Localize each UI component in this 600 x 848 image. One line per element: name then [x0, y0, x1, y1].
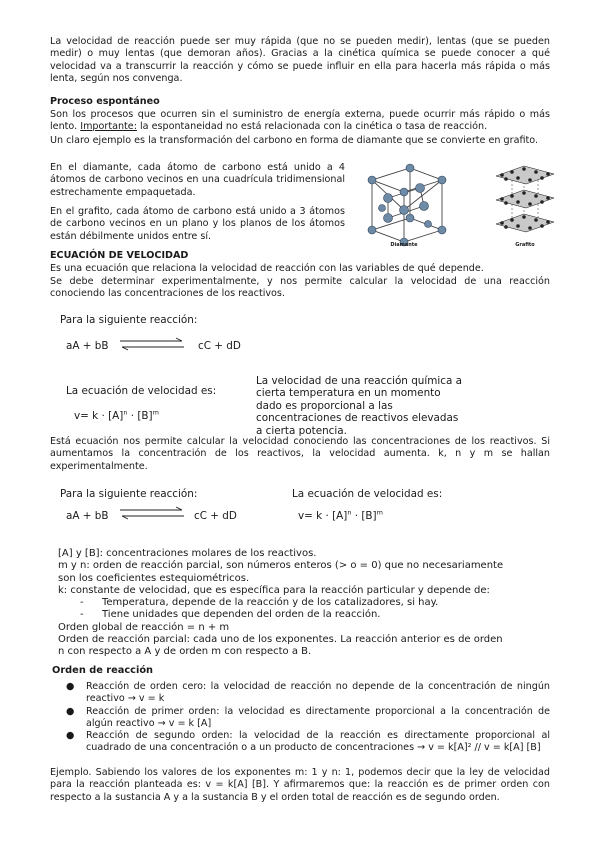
- rate-a-term: [A]: [108, 410, 124, 422]
- important-text: la espontaneidad no está relacionada con la cinética o tasa de reacción.: [136, 121, 488, 133]
- para-reaccion-label-1: Para la siguiente reacción:: [60, 314, 198, 326]
- dash-marker: -: [80, 597, 84, 609]
- ecuacion-label-2: La ecuación de velocidad es:: [292, 488, 443, 500]
- def-constante: k: constante de velocidad, que es específica para la reacción particular y depende de:: [58, 584, 490, 596]
- rate-prefix-2: v= k ·: [298, 510, 329, 522]
- list-item: [50, 681, 550, 706]
- bullet-icon: ●: [66, 681, 75, 692]
- rate-equation-2: [298, 510, 383, 522]
- reactants-1: aA + bB: [66, 340, 109, 352]
- graphite-structure-image: [490, 160, 560, 244]
- ecuacion-p3: Está ecuación nos permite calcular la velocidad conociendo las concentraciones de los reactivos. Si aumentamos la concentración de los reactivos, la velocidad aumenta. k, n y m se hallan experimentalmente.: [50, 436, 550, 472]
- important-label: Importante:: [80, 121, 137, 133]
- ecuacion-p2: Se debe determinar experimentalmente, y nos permite calcular la velocidad de una reacción conociendo las concentraciones de los reactivos.: [50, 276, 550, 300]
- orden-heading: Orden de reacción: [52, 665, 154, 676]
- diamond-paragraph: En el diamante, cada átomo de carbono está unido a 4 átomos de carbono vecinos en una cuadrícula tridimensional estrechamente empaquetada.: [50, 162, 345, 198]
- def-sub1-text: Temperatura, depende de la reacción y de los catalizadores, si hay.: [102, 597, 439, 609]
- graphite-paragraph: En el grafito, cada átomo de carbono está unido a 3 átomos de carbono vecinos en un plano y los planos de los átomos están débilmente unidos entre sí.: [50, 206, 345, 242]
- def-orden-parcial: m y n: orden de reacción parcial, son números enteros (> o = 0) que no necesariamente son los coeficientes estequiométricos.: [58, 560, 504, 584]
- orden-item-text: Reacción de primer orden: la velocidad es directamente proporcional a la concentración de algún reactivo → v = k [A]: [86, 705, 550, 729]
- rate-dot: ·: [130, 410, 135, 422]
- definitions-block: [58, 548, 510, 659]
- orden-item-text: Reacción de orden cero: la velocidad de reacción no depende de la concentración de ningún reactivo → v = k: [86, 681, 550, 705]
- list-item: [50, 730, 550, 755]
- equilibrium-arrows-1: [118, 337, 186, 351]
- rate-prefix: v= k ·: [74, 410, 105, 422]
- rate-exponent-m-2: m: [376, 508, 383, 517]
- reactants-2: aA + bB: [66, 510, 109, 522]
- def-orden-global: Orden global de reacción = n + m: [58, 621, 230, 633]
- rate-b-term-2: [B]: [361, 510, 377, 522]
- rate-definition: La velocidad de una reacción química a cierta temperatura en un momento dado es proporcional a las concentraciones de reactivos elevadas a cierta potencia.: [256, 375, 463, 437]
- ecuacion-p1: Es una ecuación que relaciona la velocidad de reacción con las variables de qué depende.: [50, 263, 484, 274]
- def-sub-item: [58, 597, 510, 609]
- orden-ejemplo: Ejemplo. Sabiendo los valores de los exponentes m: 1 y n: 1, podemos decir que la ley de velocidad para la reacción planteada es: v = k[A] [B]. Y afirmaremos que: la reacción es de primer orden con respecto a la sustancia A y a la sustancia B y el orden total de reacción es de segundo orden.: [50, 767, 550, 803]
- def-sub2-text: Tiene unidades que dependen del orden de la reacción.: [102, 609, 381, 621]
- rate-a-term-2: [A]: [332, 510, 348, 522]
- list-item: [50, 706, 550, 731]
- proceso-text: Son los procesos que ocurren sin el suministro de energía externa, puede ocurrir más rápido o más lento.: [50, 109, 550, 133]
- def-sub-item: [58, 609, 510, 621]
- def-concentraciones: [A] y [B]: concentraciones molares de los reactivos.: [58, 548, 317, 559]
- ecuacion-heading: ECUACIÓN DE VELOCIDAD: [50, 250, 189, 261]
- equilibrium-arrows-2: [118, 506, 186, 520]
- products-2: cC + dD: [194, 510, 237, 522]
- rate-exponent-n: n: [123, 408, 128, 417]
- rate-dot-2: ·: [354, 510, 359, 522]
- diamond-caption: Diamante: [390, 242, 418, 248]
- orden-list: [50, 681, 550, 755]
- proceso-paragraph: [50, 109, 550, 134]
- proceso-heading: Proceso espontáneo: [50, 96, 160, 107]
- rate-equation-1: [74, 410, 159, 422]
- ecuacion-label-1: La ecuación de velocidad es:: [66, 385, 217, 397]
- products-1: cC + dD: [198, 340, 241, 352]
- dash-marker: -: [80, 609, 84, 621]
- diamond-structure-image: [358, 158, 450, 250]
- bullet-icon: ●: [66, 730, 75, 742]
- graphite-caption: Grafito: [515, 242, 535, 248]
- diamond-figure: [358, 158, 450, 250]
- rate-b-term: [B]: [137, 410, 153, 422]
- def-orden-parcial-desc: Orden de reacción parcial: cada uno de los exponentes. La reacción anterior es de orden n con respecto a A y de orden m con respecto a B.: [58, 634, 503, 658]
- rate-exponent-m: m: [152, 408, 159, 417]
- graphite-figure: [490, 160, 560, 250]
- bullet-icon: ●: [66, 705, 75, 717]
- para-reaccion-label-2: Para la siguiente reacción:: [60, 488, 198, 500]
- rate-exponent-n-2: n: [347, 508, 352, 517]
- carbon-example: Un claro ejemplo es la transformación del carbono en forma de diamante que se convierte en grafito.: [50, 135, 538, 146]
- orden-item-text: Reacción de segundo orden: la velocidad de la reacción es directamente proporcional al cuadrado de una concentración o a un producto de concentraciones → v = k[A]² // v = k[A] [B]: [86, 730, 550, 754]
- intro-paragraph: La velocidad de reacción puede ser muy rápida (que no se pueden medir), lentas (que se pueden medir) o muy lentas (que demoran años). Gracias a la cinética química se puede conocer a qué velocidad va a transcurrir la reacción y cómo se puede influir en ella para hacerla más rápida o más lenta, según nos convenga.: [50, 36, 550, 84]
